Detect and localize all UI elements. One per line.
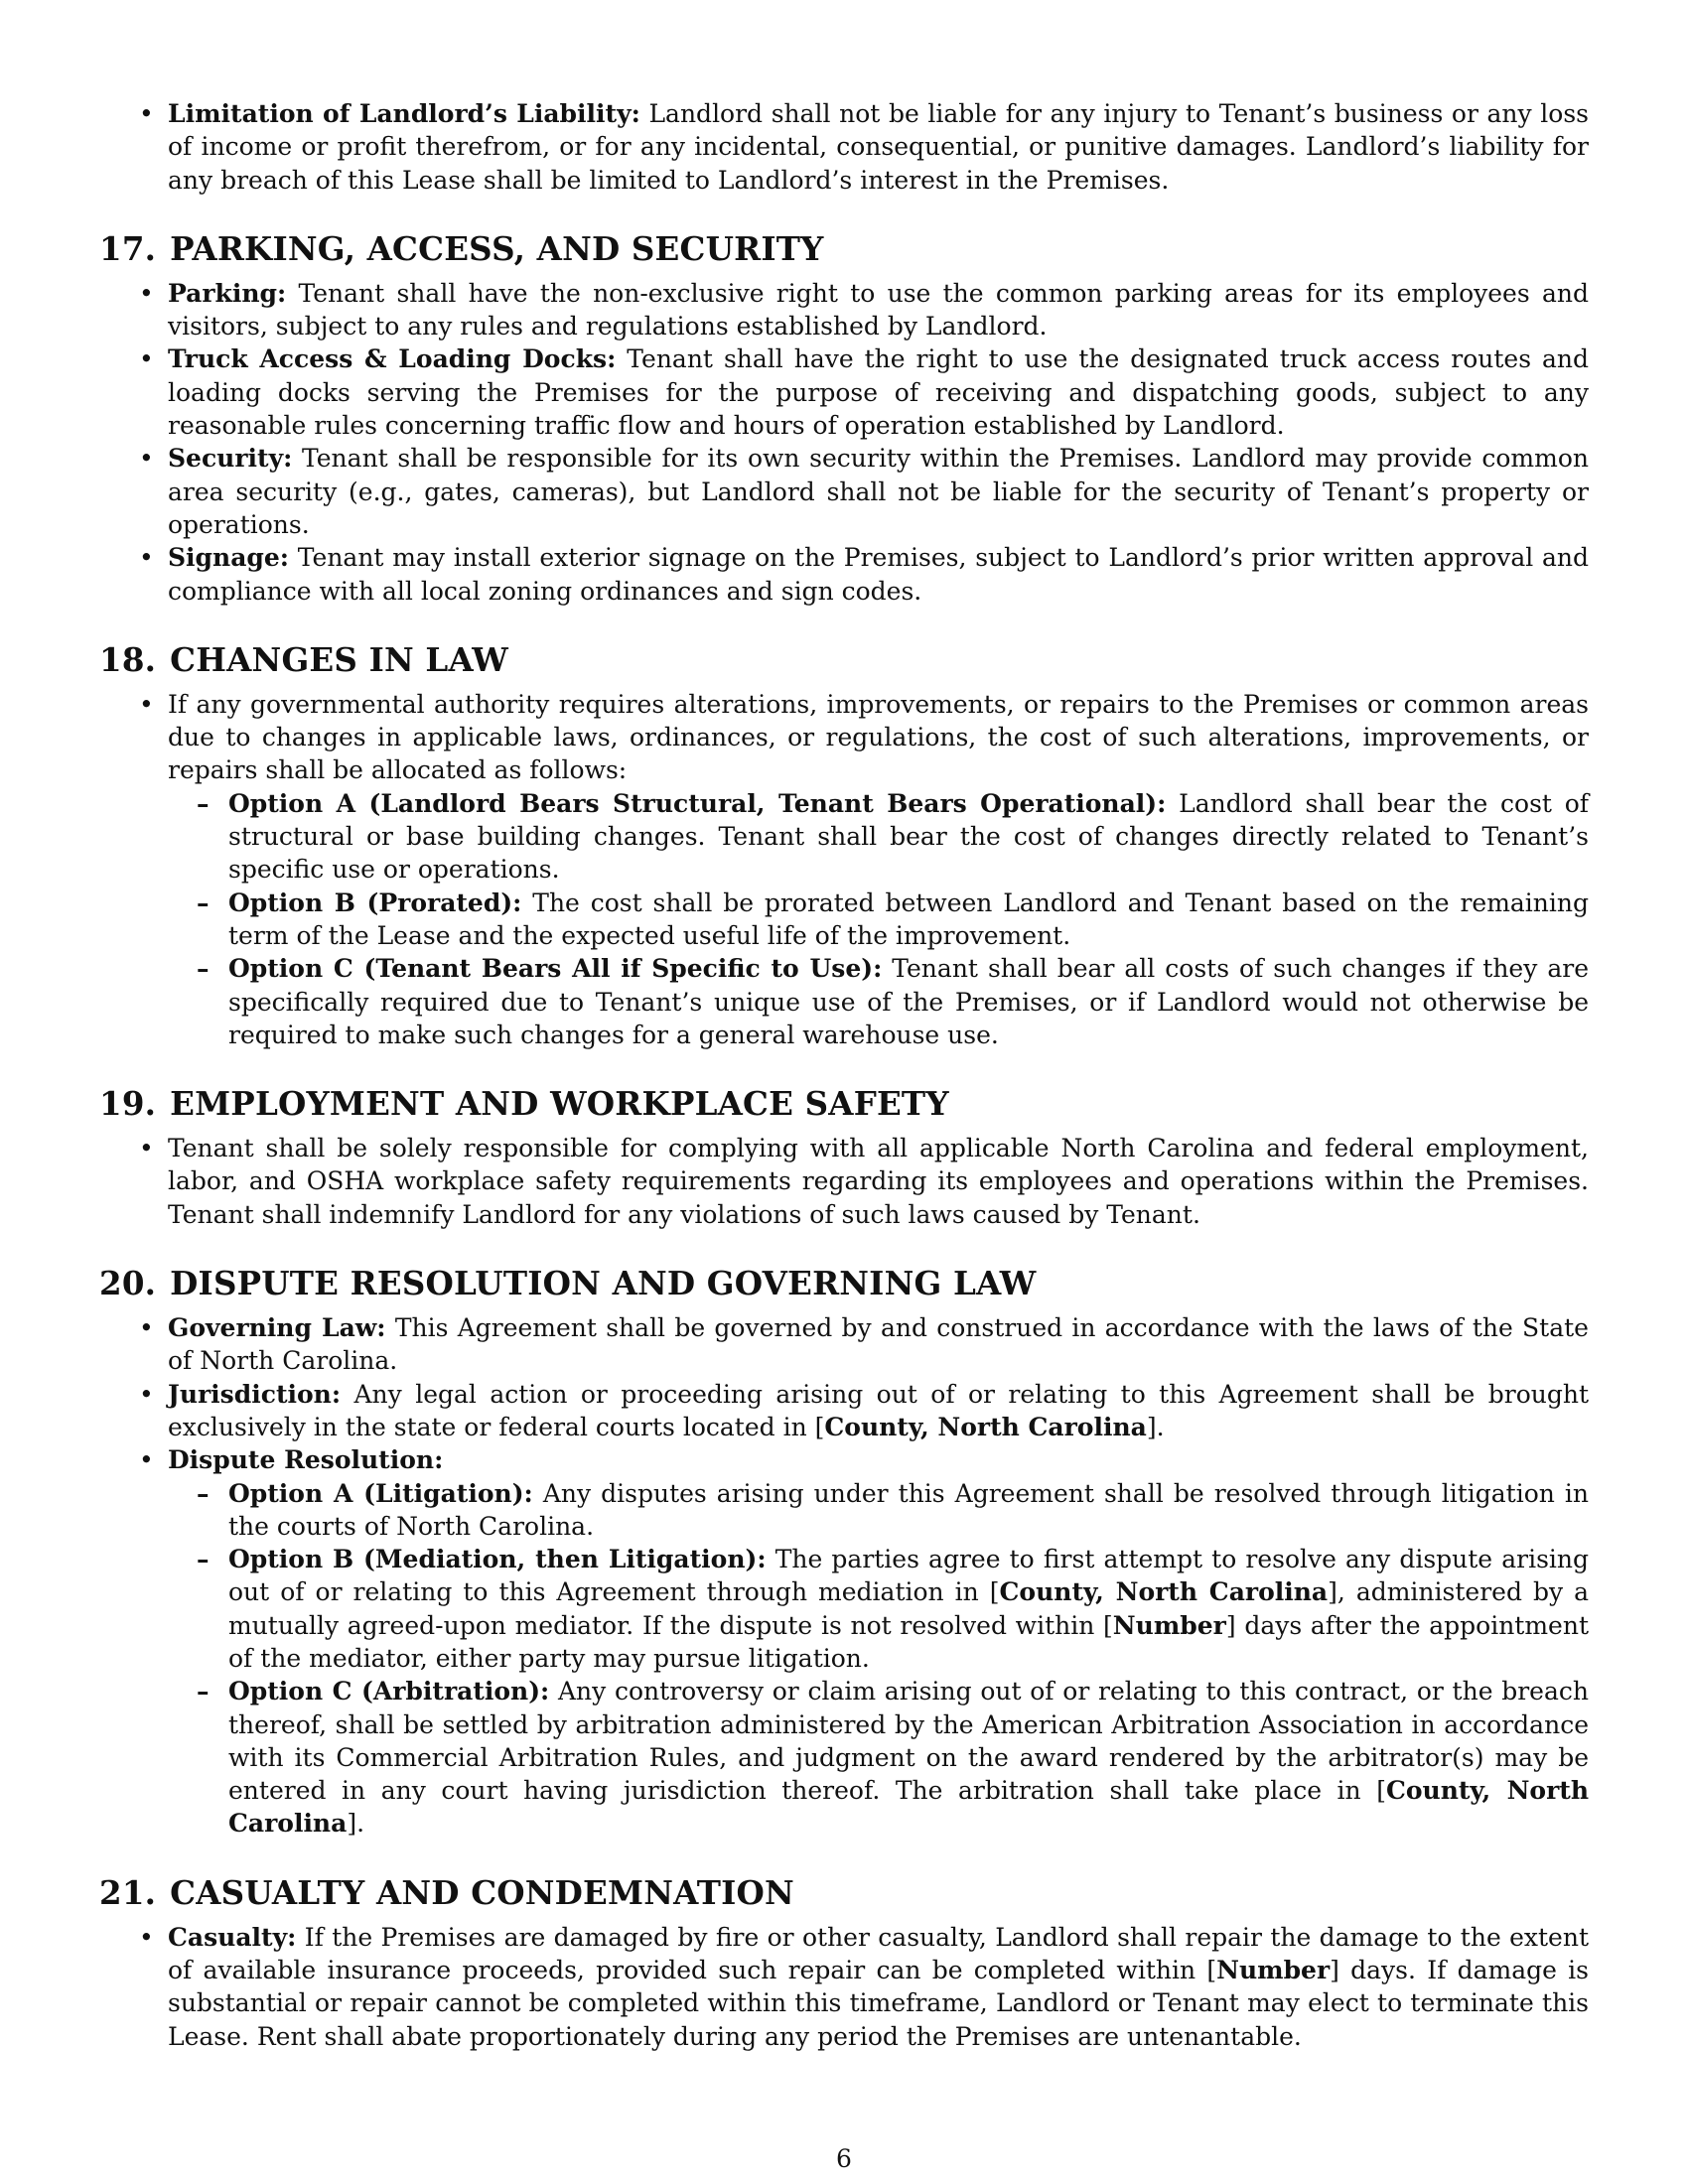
option-label: Option A (Landlord Bears Structural, Tenant Bears Operational):: [228, 788, 1167, 818]
list-item: [99, 442, 1589, 541]
item-text: Any legal action or proceeding arising out of or relating to this Agreement shall be brought exclusively in the state or federal courts located in [: [168, 1379, 1589, 1441]
item-label: Jurisdiction:: [168, 1379, 342, 1409]
item-label: Parking:: [168, 278, 287, 308]
option-label: Option C (Tenant Bears All if Specific to Use):: [228, 954, 883, 984]
section-19-heading: [99, 1085, 1589, 1123]
option-item: [168, 1675, 1589, 1840]
option-text-after: ] days after the appointment of the mediator, either party may pursue litigation.: [228, 1610, 1589, 1673]
item-text-after: ].: [1146, 1412, 1165, 1441]
page-number: 6: [836, 2144, 852, 2173]
option-text: The cost shall be prorated between Landlord and Tenant based on the remaining term of the Lease and the expected useful life of the improvement.: [228, 887, 1590, 950]
section-title: EMPLOYMENT AND WORKPLACE SAFETY: [170, 1084, 949, 1124]
list-item: [99, 1921, 1589, 2053]
section-title: DISPUTE RESOLUTION AND GOVERNING LAW: [170, 1264, 1037, 1303]
item-text: Tenant shall have the right to use the designated truck access routes and loading docks serving the Premises for the purpose of receiving and dispatching goods, subject to any reasonable rules concerning traffic flow and hours of operation established by Landlord.: [168, 344, 1589, 441]
item-text: This Agreement shall be governed by and construed in accordance with the laws of the State of North Carolina.: [168, 1313, 1589, 1376]
item-text: Tenant shall be solely responsible for complying with all applicable North Carolina and federal employment, labor, and OSHA workplace safety requirements regarding its employees and operations within the Premises. Tenant shall indemnify Landlord for any violations of such laws caused by Tenant.: [168, 1134, 1589, 1229]
option-text-after: ].: [347, 1809, 365, 1839]
option-text: Landlord shall bear the cost of structural or base building changes. Tenant shall bear the cost of changes directly related to Tenant’s specific use or operations.: [228, 788, 1589, 885]
option-label: Option C (Arbitration):: [228, 1677, 550, 1706]
option-label: Option B (Mediation, then Litigation):: [228, 1545, 767, 1574]
placeholder-field: County, North Carolina: [999, 1577, 1329, 1607]
option-text: Any controversy or claim arising out of or relating to this contract, or the breach thereof, shall be settled by arbitration administered by the American Arbitration Association in accordance with its Commercial Arbitration Rules, and judgment on the award rendered by the arbitrator(s) may be entered in any court having jurisdiction thereof. The arbitration shall take place in [: [228, 1677, 1589, 1806]
page-content: [99, 97, 1589, 2053]
item-label: Truck Access & Loading Docks:: [168, 344, 617, 374]
item-label: Security:: [168, 444, 293, 474]
placeholder-field: Number: [1112, 1610, 1226, 1640]
option-item: [168, 1477, 1589, 1544]
placeholder-field: Number: [1216, 1956, 1331, 1985]
list-item: [99, 1443, 1589, 1841]
item-text: Tenant shall be responsible for its own security within the Premises. Landlord may provide common area security (e.g., gates, cameras), but Landlord shall not be liable for the security of Tenant’s property or operations.: [168, 444, 1589, 539]
list-item: [99, 1132, 1589, 1231]
item-text: If the Premises are damaged by fire or other casualty, Landlord shall repair the damage to the extent of available insurance proceeds, provided such repair can be completed within [: [168, 1922, 1589, 1985]
item-label: Signage:: [168, 543, 290, 573]
list-item: [99, 688, 1589, 1051]
section-21-list: [99, 1921, 1589, 2053]
option-item: [168, 952, 1589, 1051]
section-18-heading: [99, 641, 1589, 679]
section-title: PARKING, ACCESS, AND SECURITY: [170, 228, 824, 268]
item-text: If any governmental authority requires alterations, improvements, or repairs to the Premises or common areas due to changes in applicable laws, ordinances, or regulations, the cost of such alterations, improvements, or repairs shall be allocated as follows:: [168, 689, 1589, 785]
section-title: CASUALTY AND CONDEMNATION: [170, 1872, 794, 1912]
placeholder-field: County, North Carolina: [228, 1776, 1589, 1839]
list-item: [99, 277, 1589, 343]
section-number: 17.: [99, 228, 157, 268]
option-list: [168, 787, 1589, 1051]
section-19-list: [99, 1132, 1589, 1231]
list-item: [99, 1311, 1589, 1378]
item-label: Limitation of Landlord’s Liability:: [168, 99, 640, 128]
option-list: [168, 1477, 1589, 1841]
section-number: 20.: [99, 1264, 157, 1303]
item-label: Casualty:: [168, 1922, 297, 1952]
item-label: Dispute Resolution:: [168, 1445, 444, 1475]
section-20-heading: [99, 1265, 1589, 1302]
option-text: Any disputes arising under this Agreement shall be resolved through litigation in the courts of North Carolina.: [228, 1478, 1590, 1541]
section-21-heading: [99, 1874, 1589, 1912]
list-item: [99, 342, 1589, 442]
section-17-list: [99, 277, 1589, 608]
item-text: Tenant may install exterior signage on the Premises, subject to Landlord’s prior written approval and compliance with all local zoning ordinances and sign codes.: [168, 543, 1589, 606]
section-17-heading: [99, 230, 1589, 268]
option-label: Option B (Prorated):: [228, 887, 522, 917]
option-label: Option A (Litigation):: [228, 1478, 533, 1508]
item-text: Tenant shall have the non-exclusive right to use the common parking areas for its employees and visitors, subject to any rules and regulations established by Landlord.: [168, 278, 1589, 341]
option-text-mid: ], administered by a mutually agreed-upon mediator. If the dispute is not resolved within [: [228, 1577, 1589, 1640]
option-item: [168, 787, 1589, 887]
placeholder-field: County, North Carolina: [824, 1412, 1147, 1441]
option-text: The parties agree to first attempt to resolve any dispute arising out of or relating to this Agreement through mediation in [: [228, 1545, 1590, 1607]
list-item: [99, 541, 1589, 608]
list-item: [99, 1378, 1589, 1444]
item-text: Landlord shall not be liable for any injury to Tenant’s business or any loss of income or profit therefrom, or for any incidental, consequential, or punitive damages. Landlord’s liability for any breach of this Lease shall be limited to Landlord’s interest in the Premises.: [168, 99, 1589, 195]
section-18-list: [99, 688, 1589, 1051]
option-item: [168, 887, 1589, 953]
section-number: 21.: [99, 1872, 157, 1912]
section-20-list: [99, 1311, 1589, 1841]
item-text-after: ] days. If damage is substantial or repair cannot be completed within this timeframe, Landlord or Tenant may elect to terminate this Lease. Rent shall abate proportionately during any period the Premises are untenantable.: [168, 1956, 1590, 2051]
option-item: [168, 1543, 1589, 1675]
list-item: [99, 97, 1589, 197]
section-title: CHANGES IN LAW: [170, 639, 508, 679]
option-text: Tenant shall bear all costs of such changes if they are specifically required due to Tenant’s unique use of the Premises, or if Landlord would not otherwise be required to make such changes for a general warehouse use.: [228, 954, 1589, 1049]
item-label: Governing Law:: [168, 1313, 386, 1343]
section-number: 18.: [99, 639, 157, 679]
intro-list: [99, 97, 1589, 197]
section-number: 19.: [99, 1084, 157, 1124]
